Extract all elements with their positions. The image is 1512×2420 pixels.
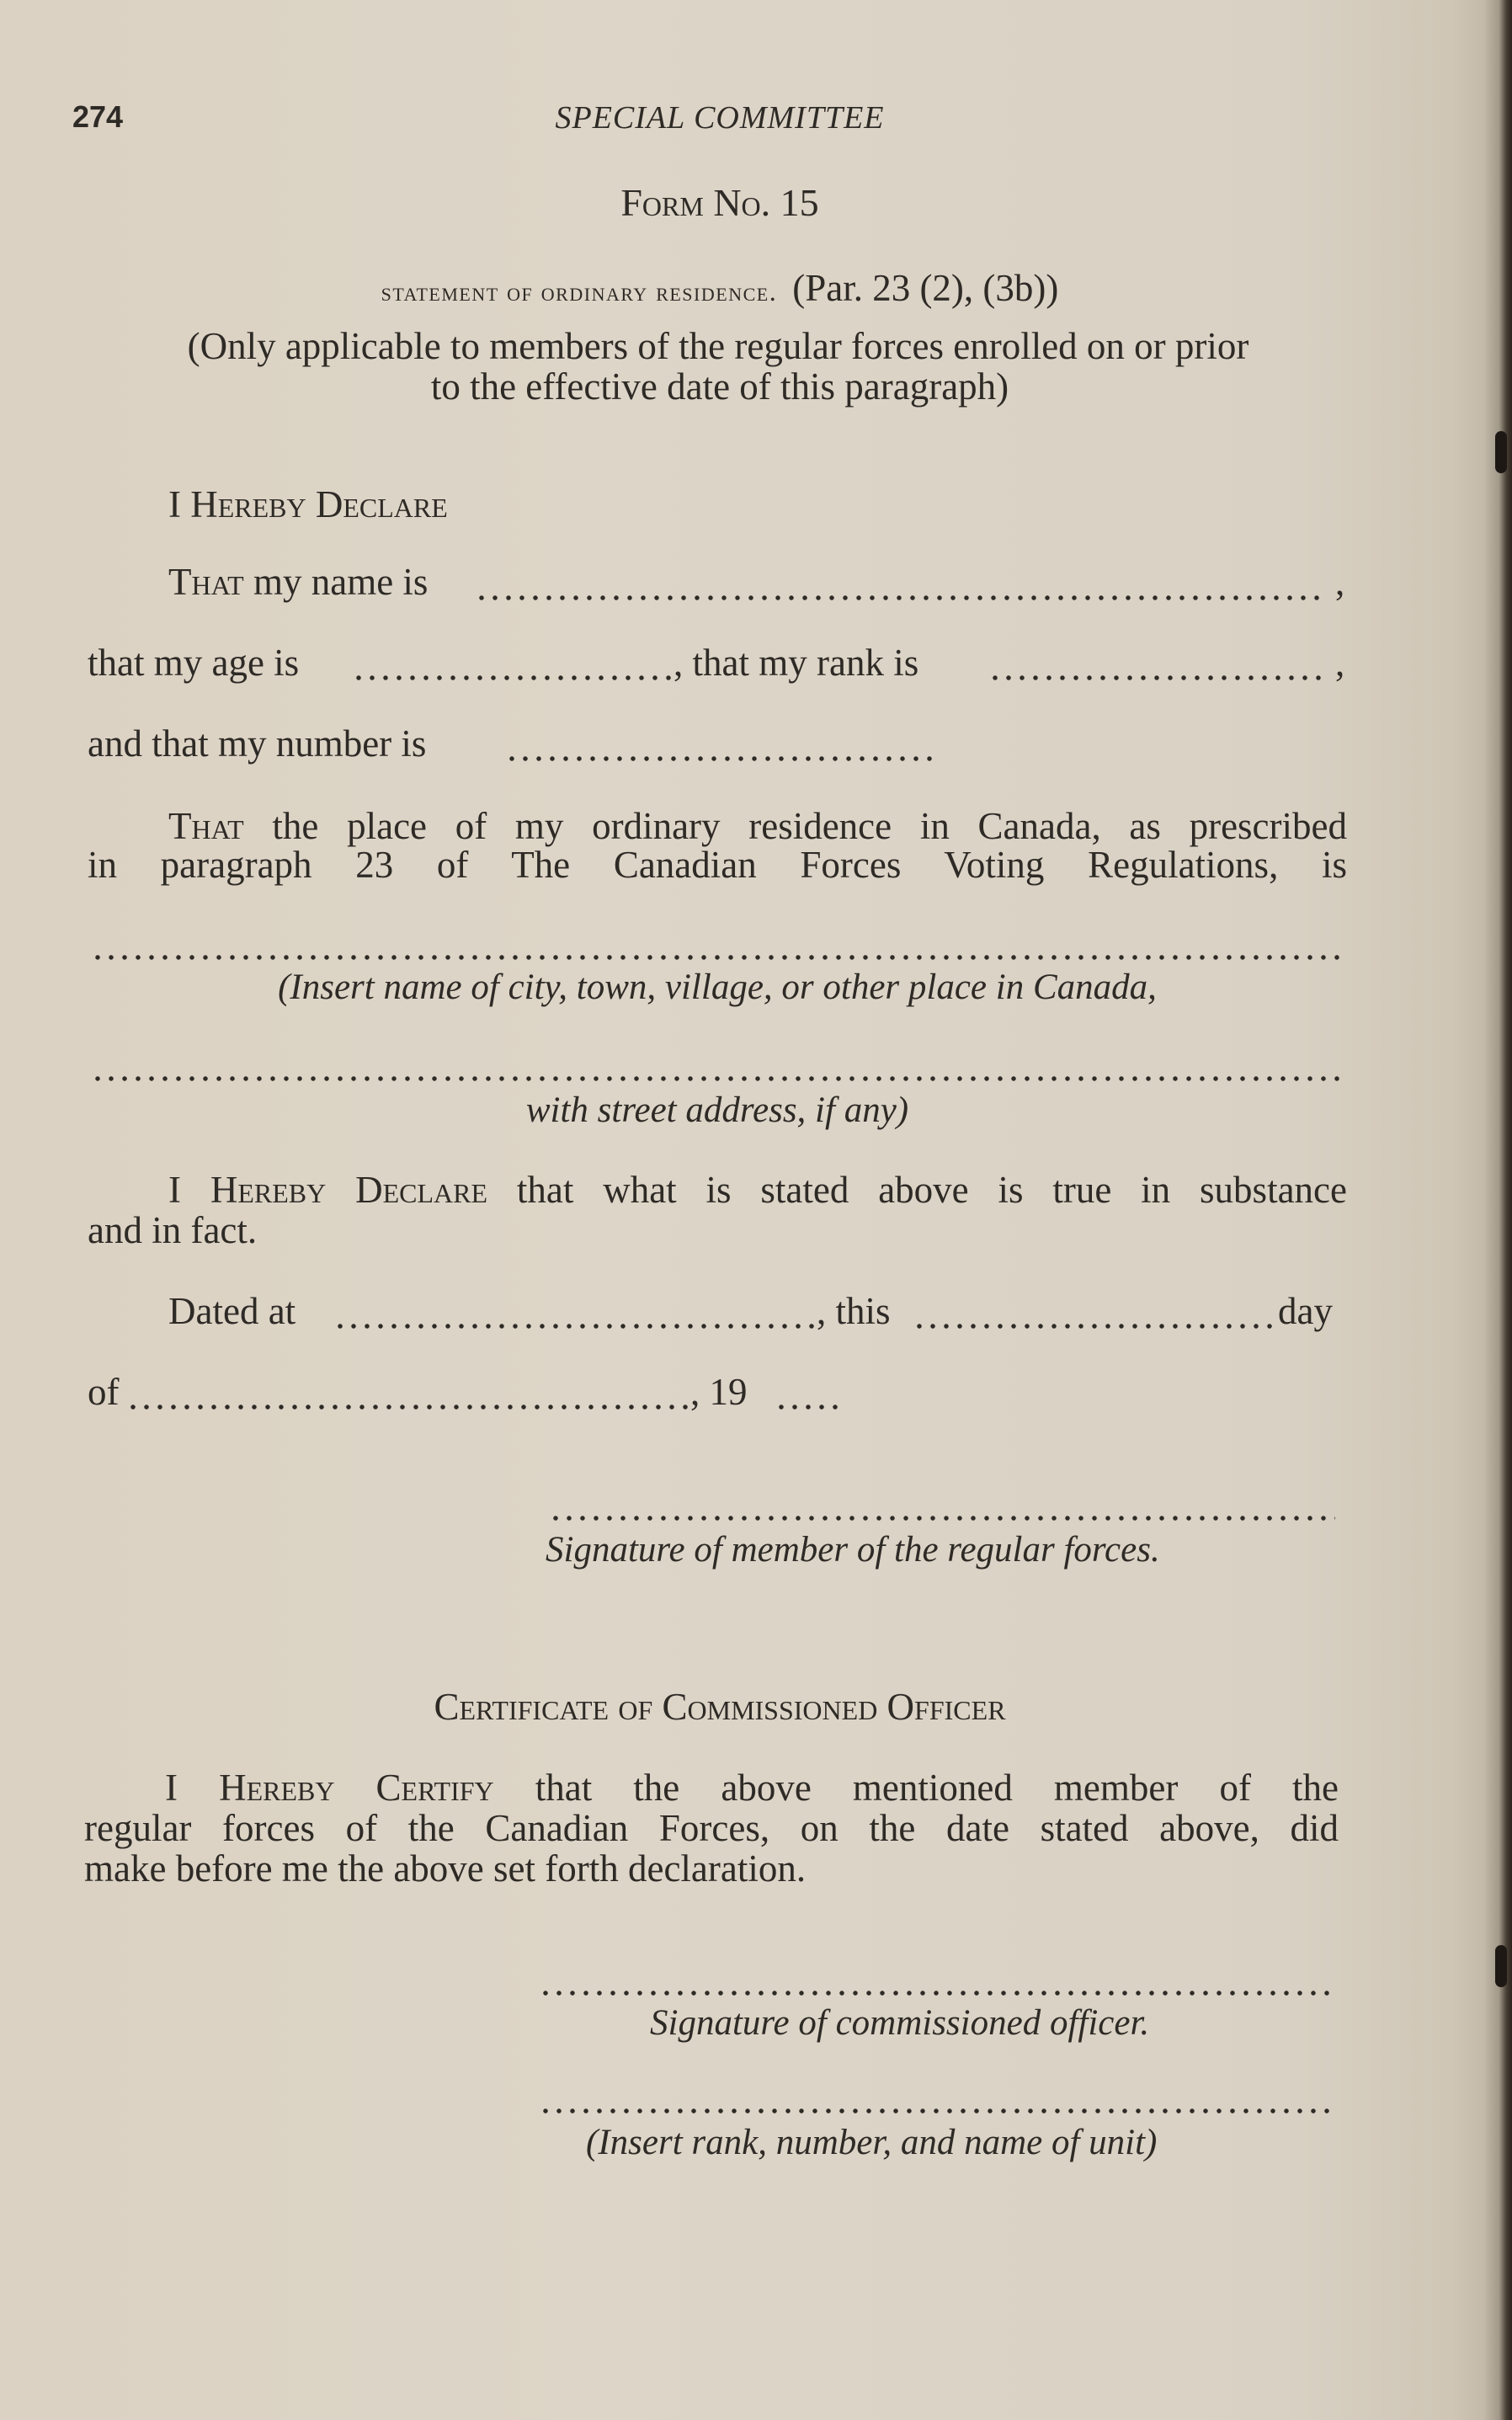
binding-staple-mark	[1495, 1945, 1507, 1987]
year-field-dots[interactable]	[775, 1403, 844, 1411]
place-caption: (Insert name of city, town, village, or other place in Canada,	[278, 967, 1157, 1007]
rank-suffix: ,	[1335, 642, 1345, 684]
certify-text-2: regular forces of the Canadian Forces, on the date stated above, did	[84, 1807, 1339, 1849]
applicability-note-line-1: (Only applicable to members of the regular forces enrolled on or prior	[187, 325, 1249, 367]
residence-text-2: in paragraph 23 of The Canadian Forces Voting Regulations, is	[88, 844, 1347, 886]
page-binding-edge	[1483, 0, 1512, 2420]
name-line	[168, 562, 428, 602]
day-label: day	[1278, 1290, 1333, 1332]
officer-signature-dots[interactable]	[539, 1989, 1330, 1997]
certify-line-1	[165, 1768, 1339, 1808]
certify-caps: I Hereby Certify	[165, 1767, 494, 1809]
dated-at-field-dots[interactable]	[333, 1322, 817, 1330]
declaration-opening	[168, 485, 448, 525]
closing-line-1	[168, 1170, 1347, 1210]
statement-reference: (Par. 23 (2), (3b))	[792, 267, 1059, 309]
running-head: SPECIAL COMMITTEE	[555, 100, 885, 136]
rank-field-dots[interactable]	[988, 674, 1325, 682]
form-title: Form No. 15	[620, 181, 819, 224]
binding-staple-mark	[1495, 431, 1507, 473]
member-signature-dots[interactable]	[549, 1514, 1335, 1522]
name-suffix: ,	[1335, 561, 1345, 603]
name-prefix-caps: That	[168, 561, 244, 603]
statement-heading-line	[0, 266, 1440, 310]
member-signature-caption: Signature of member of the regular forces.	[546, 1530, 1160, 1570]
name-field-dots[interactable]	[475, 594, 1325, 602]
page-number: 274	[72, 99, 124, 134]
unit-caption: (Insert rank, number, and name of unit)	[586, 2123, 1158, 2162]
this-label: , this	[817, 1290, 891, 1332]
year-label: , 19	[690, 1371, 748, 1413]
residence-text-1: the place of my ordinary residence in Canada, as prescribed	[243, 805, 1347, 847]
residence-caps: That	[168, 805, 244, 847]
of-label: of	[88, 1371, 120, 1413]
statement-heading: statement of ordinary residence.	[381, 276, 778, 306]
address-field-dots[interactable]	[91, 1074, 1345, 1083]
officer-signature-caption: Signature of commissioned officer.	[650, 2003, 1150, 2043]
number-field-dots[interactable]	[505, 754, 934, 763]
certify-text-3: make before me the above set forth declaration.	[84, 1847, 807, 1890]
age-prefix: that my age is	[88, 642, 300, 684]
age-field-dots[interactable]	[352, 674, 673, 682]
address-caption: with street address, if any)	[525, 1090, 909, 1130]
closing-text-1: that what is stated above is true in substance	[487, 1169, 1347, 1211]
rank-prefix: , that my rank is	[673, 642, 919, 684]
certify-line-2	[84, 1809, 1339, 1848]
closing-text-2: and in fact.	[88, 1209, 258, 1251]
certify-text-1: that the above mentioned member of the	[493, 1767, 1339, 1809]
day-field-dots[interactable]	[913, 1322, 1276, 1330]
declaration-opening-text: I Hereby Declare	[168, 483, 448, 525]
dated-at-label: Dated at	[168, 1290, 296, 1332]
month-field-dots[interactable]	[126, 1403, 690, 1411]
certificate-heading	[0, 1687, 1440, 1727]
closing-caps: I Hereby Declare	[168, 1169, 488, 1211]
number-prefix: and that my number is	[88, 722, 427, 765]
name-prefix: my name is	[243, 561, 429, 603]
residence-line-2	[88, 845, 1347, 885]
residence-line-1	[168, 807, 1347, 846]
applicability-note-line-2: to the effective date of this paragraph)	[430, 365, 1009, 408]
certificate-heading-text: Certificate of Commissioned Officer	[434, 1686, 1006, 1728]
place-field-dots[interactable]	[91, 953, 1345, 962]
unit-field-dots[interactable]	[539, 2107, 1334, 2115]
